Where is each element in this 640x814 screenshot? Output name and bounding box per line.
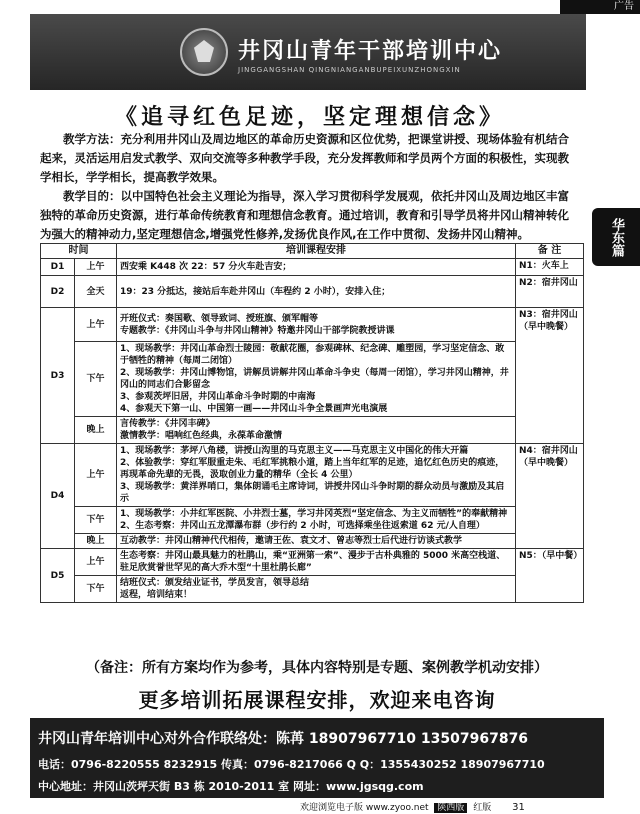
intro-text	[40, 130, 580, 244]
content-line: 结班仪式：颁发结业证书，学员发言，领导总结	[120, 578, 310, 588]
day-cell: D1	[41, 259, 75, 276]
slot-cell: 下午	[75, 576, 117, 603]
header-note: 备 注	[516, 244, 584, 259]
note-cell: N2：宿井冈山	[516, 276, 584, 308]
content-line: 1、现场教学：小井红军医院、小井烈士墓，学习井冈英烈“坚定信念、为主义而牺牲”的奉献精神	[120, 509, 508, 519]
table-row	[41, 417, 584, 444]
org-name: 井冈山青年干部培训中心	[238, 39, 503, 64]
table-row	[41, 308, 584, 342]
table-row	[41, 549, 584, 576]
slot-cell: 上午	[75, 549, 117, 576]
table-row	[41, 444, 584, 507]
slot-cell: 上午	[75, 259, 117, 276]
day-cell: D5	[41, 549, 75, 603]
content-line: 1、现场教学：茅坪八角楼，讲授山沟里的马克思主义——马克思主义中国化的伟大开篇	[120, 446, 469, 456]
remark-note: （备注：所有方案均作为参考，具体内容特别是专题、案例教学机动安排）	[86, 660, 548, 676]
note-cell: N3：宿井冈山（早中晚餐）	[516, 308, 584, 444]
page-footer	[300, 800, 525, 813]
browse-link[interactable]: 欢迎浏览电子版 www.zyoo.net	[300, 803, 429, 813]
content-cell	[117, 276, 516, 308]
contact-address: 中心地址：井冈山茨坪天街 B3 栋 2010-2011 室 网址：www.jgsqg.com	[38, 780, 424, 793]
content-cell	[117, 444, 516, 507]
cta-banner: 更多培训拓展课程安排，欢迎来电咨询	[138, 688, 496, 712]
slogan-title: 《追寻红色足迹，坚定理想信念》	[114, 105, 505, 130]
section-label: 红版	[473, 803, 492, 813]
contact-block	[30, 718, 604, 798]
content-line: 3、现场教学：黄洋界哨口，集体朗诵毛主席诗词，讲授井冈山斗争时期的群众动员与激励及其启示	[120, 482, 505, 504]
table-row	[41, 259, 584, 276]
header-time: 时间	[41, 244, 117, 259]
header-banner	[30, 14, 586, 90]
youth-league-emblem-icon	[180, 28, 228, 76]
content-cell	[117, 507, 516, 534]
slot-cell: 下午	[75, 507, 117, 534]
side-tab-east-china: 华东篇	[592, 208, 640, 266]
content-cell	[117, 259, 516, 276]
day-cell: D2	[41, 276, 75, 308]
content-line: 开班仪式：奏国歌、领导致词、授班旗、颁军帽等	[120, 313, 319, 324]
page-number: 31	[512, 802, 525, 813]
day-cell: D3	[41, 308, 75, 444]
slot-cell: 上午	[75, 444, 117, 507]
content-line: 2、生态考察：井冈山五龙潭瀑布群（步行约 2 小时，可选择乘坐往返索道 62 元/人自理）	[120, 521, 485, 531]
note-cell: N4：宿井冈山（早中晚餐）	[516, 444, 584, 549]
header-content: 培训课程安排	[117, 244, 516, 259]
contact-person: 井冈山青年培训中心对外合作联络处：陈苒 18907967710 13507967876	[38, 731, 529, 747]
content-line: 西安乘 K448 次 22：57 分火车赴吉安；	[120, 262, 292, 272]
slot-cell: 晚上	[75, 417, 117, 444]
note-cell: N1：火车上	[516, 259, 584, 276]
content-cell	[117, 417, 516, 444]
content-line: 2、现场教学：井冈山博物馆，讲解员讲解井冈山革命斗争史（每周一闭馆），学习井冈山精神，井冈山的同志们合影留念	[120, 368, 509, 390]
teaching-goal: 教学目的：以中国特色社会主义理论为指导，深入学习贯彻科学发展观，依托井冈山及周边地区丰富独特的革命历史资源，进行革命传统教育和理想信念教育。通过培训，教育和引导学员将井冈山精神转化为强大的精神动力,坚定理想信念,增强党性修养,发扬优良作风,在工作中贯彻、发扬井冈山精神。	[40, 189, 569, 241]
table-row	[41, 507, 584, 534]
content-line: 2、体验教学：穿红军服重走朱、毛红军挑粮小道，踏上当年红军的足迹，追忆红色历史的痕迹，再现革命先辈的无畏，汲取创业力量的精华（全长 4 公里）	[120, 458, 505, 480]
slot-cell: 全天	[75, 276, 117, 308]
content-cell	[117, 576, 516, 603]
content-line: 互动教学：井冈山精神代代相传，邀请王佐、袁文才、曾志等烈士后代进行访谈式教学	[120, 536, 463, 546]
content-cell	[117, 549, 516, 576]
note-cell: N5：（早中餐）	[516, 549, 584, 603]
edition-badge: 陕西版	[434, 803, 467, 813]
content-line: 4、参观天下第一山、中国第一画——井冈山斗争全景画声光电演展	[120, 404, 388, 414]
content-cell	[117, 308, 516, 342]
contact-phones: 电话：0796-8220555 8232915 传真：0796-8217066 Q Q：1355430252 18907967710	[38, 758, 545, 771]
content-cell	[117, 342, 516, 417]
content-line: 专题教学：《井冈山斗争与井冈山精神》特邀井冈山干部学院教授讲课	[120, 325, 395, 336]
content-line: 生态考察：井冈山最具魅力的杜鹃山，乘“亚洲第一索”、漫步于古朴典雅的 5000 米高空栈道、驻足欣赏誉世罕见的高大乔木型“十里杜鹃长廊”	[120, 551, 506, 573]
schedule-table	[40, 243, 584, 603]
table-row	[41, 576, 584, 603]
day-cell: D4	[41, 444, 75, 549]
table-row	[41, 534, 584, 549]
table-row	[41, 342, 584, 417]
content-line: 3、参观茨坪旧居，井冈山革命斗争时期的中南海	[120, 392, 316, 402]
org-pinyin: JINGGANGSHAN QINGNIANGANBUPEIXUNZHONGXIN	[238, 66, 461, 74]
content-line: 返程，培训结束！	[120, 590, 193, 600]
content-line: 激情教学：唱响红色经典，永葆革命激情	[120, 431, 283, 441]
slot-cell: 上午	[75, 308, 117, 342]
table-row	[41, 276, 584, 308]
content-line: 言传教学：《井冈丰碑》	[120, 419, 215, 429]
slot-cell: 下午	[75, 342, 117, 417]
content-cell	[117, 534, 516, 549]
content-line: 1、现场教学：井冈山革命烈士陵园：敬献花圈，参观碑林、纪念碑、雕塑园，学习坚定信念、敢于牺牲的精神（每周二闭馆）	[120, 344, 505, 366]
slot-cell: 晚上	[75, 534, 117, 549]
ad-tag: 广告	[560, 0, 640, 14]
teaching-method: 教学方法：充分利用井冈山及周边地区的革命历史资源和区位优势，把课堂讲授、现场体验有机结合起来，灵活运用启发式教学、双向交流等多种教学手段，充分发挥教师和学员两个方面的积极性，实现教学相长，学学相长，提高教学效果。	[40, 132, 569, 184]
content-line: 19：23 分抵达，接站后车赴井冈山（车程约 2 小时），安排入住；	[120, 286, 391, 297]
